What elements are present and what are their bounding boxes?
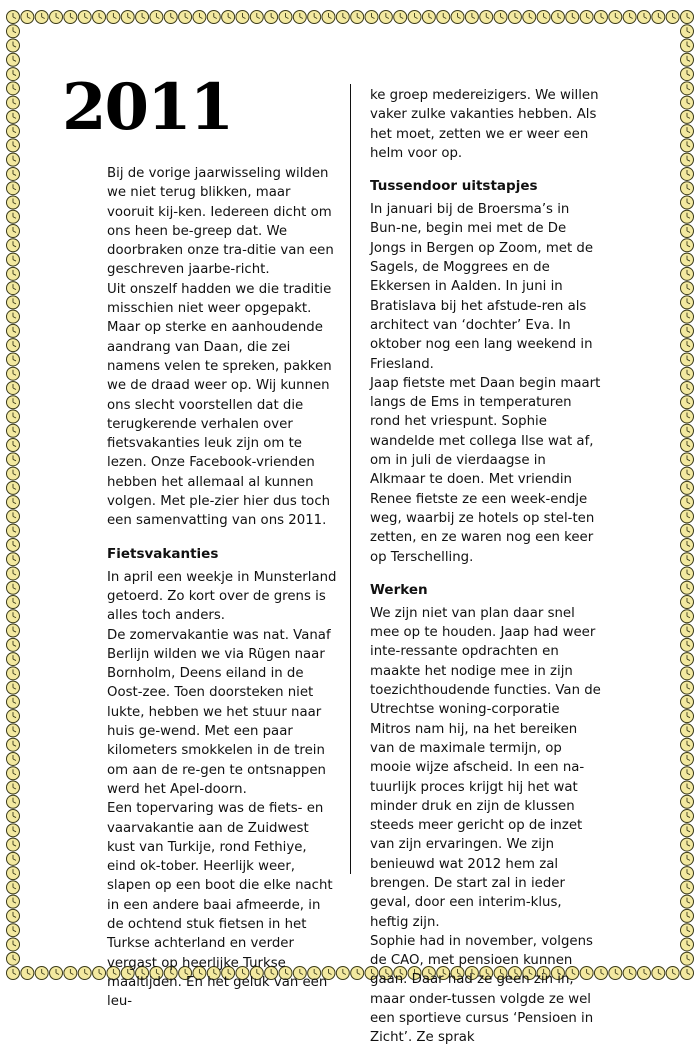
paragraph: Uit onszelf hadden we die traditie misschien niet weer opgepakt. Maar op sterke en aanhoudende aandrang van Daan, die zei namens velen te spreken, pakken we de draad weer op. Wij kunnen ons slecht voorstellen dat die terugkerende verhalen over fietsvakanties leuk zijn om te lezen. Onze Facebook-vrienden hebben het allemaal al kunnen volgen. Met ple-zier hier dus toch een samenvatting van ons 2011. [107, 281, 332, 529]
paragraph: Bij de vorige jaarwisseling wilden we niet terug blikken, maar vooruit kij-ken. Iedereen dicht om ons heen be-greep dat. We doorbraken onze tra-ditie van een geschreven jaarbe-richt. [107, 166, 334, 278]
paragraph: ke groep medereizigers. We willen vaker zulke vakanties hebben. Als het moet, zetten we er weer een helm voor op. [370, 88, 599, 161]
column-divider [350, 84, 351, 874]
paragraph: Een topervaring was de fiets- en vaarvakantie aan de Zuidwest kust van Turkije, rond Fethiye, eind ok-tober. Heerlijk weer, slapen op een boot die elke nacht in een andere baai afmeerde, in de ochtend stuk fietsen in het Turkse achterland en verder vergast op heerlijke Turkse maaltijden. En het geluk van een leu- [107, 801, 333, 1010]
section-heading: Tussendoor uitstapjes [370, 178, 538, 195]
paragraph: In april een weekje in Munsterland getoerd. Zo kort over de grens is alles toch anders. [107, 569, 337, 624]
paragraph: De zomervakantie was nat. Vanaf Berlijn wilden we via Rügen naar Bornholm, Deens eiland in de Oost-zee. Toen doorsteken niet lukte, hebben we het stuur naar huis ge-wend. Met een paar kilometers smokkelen in de trein om aan de re-gen te ontsnappen werd het Apel-doorn. [107, 627, 331, 797]
section-heading: Fietsvakanties [107, 545, 219, 562]
paragraph: We zijn niet van plan daar snel mee op te houden. Jaap had weer inte-ressante opdrachten en maakte het nodige mee in zijn toezichthoudende functies. Van de Utrechtse woning-corporatie Mitros nam hij, na het bereiken van de maximale termijn, op mooie wijze afscheid. In een na-tuurlijk proces krijgt hij het wat minder druk en zijn de klussen steeds meer gericht op de inzet van zijn ervaringen. We zijn benieuwd wat 2012 hem zal brengen. De start zal in ieder geval, door een interim-klus, heftig zijn. [370, 605, 601, 930]
left-column [107, 164, 339, 1011]
page-title: 2011 [62, 70, 233, 145]
paragraph: Jaap fietste met Daan begin maart langs de Ems in temperaturen rond het vriespunt. Sophie wandelde met collega Ilse wat af, om in juli de vierdaagse in Alkmaar te doen. Met vriendin Renee fietste ze een week-endje weg, waarbij ze hotels op stel-ten zetten, en ze waren nog een keer op Terschelling. [370, 375, 601, 565]
right-column [370, 86, 602, 1048]
paragraph: Sophie had in november, volgens de CAO, met pensioen kunnen gaan. Daar had ze geen zin in, maar onder-tussen volgde ze wel een sportieve cursus ‘Pensioen in Zicht’. Ze sprak [370, 933, 594, 1046]
paragraph: In januari bij de Broersma’s in Bun-ne, begin mei met de De Jongs in Bergen op Zoom, met de Sagels, de Moggrees en de Ekkersen in Aalden. In juni in Bratislava bij het afstude-ren als architect van ‘dochter’ Eva. In oktober nog een lang weekend in Friesland. [370, 202, 594, 372]
section-heading: Werken [370, 581, 428, 598]
